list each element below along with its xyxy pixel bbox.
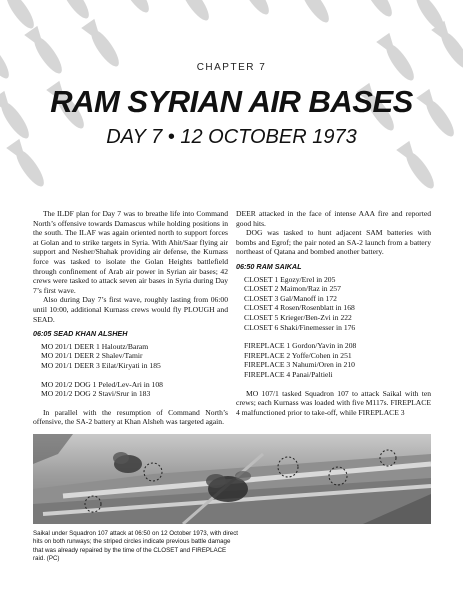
sortie-list-item: MO 201/1 DEER 3 Eilat/Kiryati in 185 (41, 360, 161, 370)
list-spacer (236, 380, 431, 389)
right-text-column (236, 209, 431, 417)
sortie-list-item: CLOSET 3 Gal/Manoff in 172 (244, 293, 337, 303)
bomb-silhouette-icon (0, 31, 14, 83)
sortie-list-item: MO 201/1 DEER 1 Haloutz/Baram (41, 341, 149, 351)
sortie-list-item: CLOSET 6 Shaki/Finemesser in 176 (244, 322, 356, 332)
sortie-list-item: FIREPLACE 4 Panai/Paltieli (244, 369, 333, 379)
chapter-subtitle: DAY 7 • 12 OCTOBER 1973 (106, 126, 357, 148)
sortie-list-item: CLOSET 4 Rosen/Rosenblatt in 168 (244, 303, 355, 313)
list-spacer (236, 332, 431, 341)
body-paragraph: In parallel with the resumption of Command North’s offensive, the SA-2 battery at Khan Alsheh was targeted again. (33, 407, 228, 427)
sortie-list-item: CLOSET 2 Maimon/Raz in 257 (244, 284, 341, 294)
body-paragraph: DOG was tasked to hunt adjacent SAM batteries with bombs and Egrof; the pair noted an SA-2 launch from a battery northeast of Qatana and bombed another battery. (236, 228, 431, 257)
aerial-photo-airbase-bombing-icon (33, 434, 431, 524)
bomb-silhouette-icon (0, 0, 39, 33)
list-spacer (33, 399, 228, 408)
sortie-list-item: FIREPLACE 2 Yoffe/Cohen in 251 (244, 350, 352, 360)
bomb-silhouette-icon (51, 0, 94, 23)
bomb-silhouette-icon (171, 0, 214, 25)
body-paragraph: Also during Day 7’s first wave, roughly lasting from 06:00 until 10:00, additional Kurnass crews would fly PLOUGH and SEAD. (33, 295, 228, 324)
sortie-list-item: CLOSET 5 Krieger/Ben-Zvi in 222 (244, 312, 352, 322)
chapter-title: RAM SYRIAN AIR BASES (50, 84, 413, 119)
body-paragraph: The ILDF plan for Day 7 was to breathe life into Command North’s offensive towards Damascus while holding positions in the south. The ILAF was again oriented north to support forces at Golan and to strike targets in Syria. With Ahit/Saar flying air support and Nesher/Shahak providing air defense, the Kurnass force was tasked to isolate the Golan Heights battlefield through confinement of Arab air power in Syrian air bases; 42 crews were tasked to attack seven air bases in Syria during Day 7’s first wave. (33, 209, 228, 295)
aerial-photo (33, 434, 431, 524)
sortie-list-item: FIREPLACE 3 Nahumi/Oren in 210 (244, 360, 355, 370)
sortie-list-item: CLOSET 1 Egozy/Erel in 205 (244, 274, 336, 284)
bomb-silhouette-icon (354, 0, 397, 21)
bomb-silhouette-icon (376, 33, 419, 85)
bomb-silhouette-icon (291, 0, 334, 27)
left-text-column (33, 209, 228, 427)
chapter-label: CHAPTER 7 (196, 62, 267, 73)
body-paragraph: MO 107/1 tasked Squadron 107 to attack Saikal with ten crews; each Kurnass was loaded with five M117s. FIREPLACE 4 malfunctioned prior to take-off, while FIREPLACE 3 (236, 388, 431, 417)
sortie-list-item: MO 201/2 DOG 2 Stavi/Srur in 183 (41, 389, 151, 399)
section-heading: 06:05 SEAD KHAN ALSHEH (33, 329, 128, 339)
bomb-silhouette-icon (111, 0, 154, 17)
sortie-list-item: FIREPLACE 1 Gordon/Yavin in 208 (244, 341, 357, 351)
list-spacer (33, 371, 228, 380)
body-paragraph: DEER attacked in the face of intense AAA fire and reported good hits. (236, 209, 431, 228)
sortie-list-item: MO 201/1 DEER 2 Shalev/Tamir (41, 351, 143, 361)
bomb-silhouette-icon (231, 0, 274, 19)
section-heading: 06:50 RAM SAIKAL (236, 261, 302, 271)
photo-caption: Saikal under Squadron 107 attack at 06:50 on 12 October 1973, with direct hits on both runways; the striped circles indicate previous battle damage that was already repaired by the time of the CLOSET and FIREPLACE raid. (PC) (33, 530, 239, 563)
sortie-list-item: MO 201/2 DOG 1 Peled/Lev-Ari in 108 (41, 379, 163, 389)
